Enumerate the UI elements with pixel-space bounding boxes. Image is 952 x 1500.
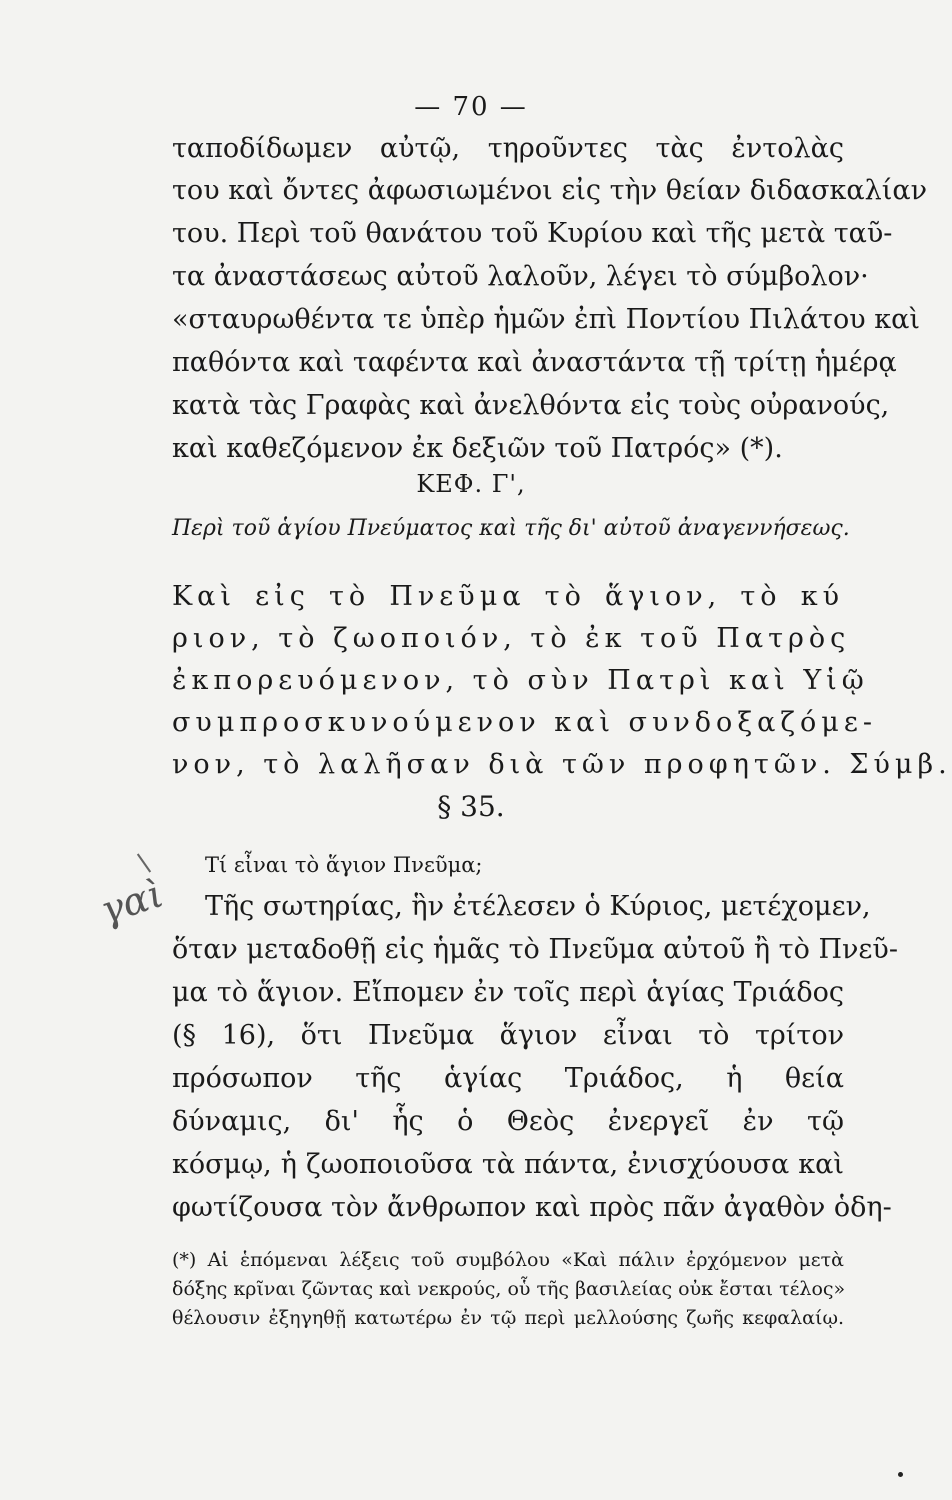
- footnote-line: (*) Αἱ ἑπόμεναι λέξεις τοῦ συμβόλου «Καὶ πάλιν ἐρχόμενον μετὰ: [172, 1249, 844, 1271]
- footnote-line: θέλουσιν ἐξηγηθῇ κατωτέρω ἐν τῷ περὶ μελλούσης ζωῆς κεφαλαίῳ.: [172, 1307, 844, 1329]
- ink-speck: [898, 1472, 903, 1477]
- handwritten-margin-note: γαὶ: [94, 871, 169, 933]
- section-number: § 35.: [437, 790, 505, 823]
- creed-line: ἐκπορευόμενον, τὸ σὺν Πατρὶ καὶ Υἱῷ: [172, 665, 869, 696]
- creed-line: συμπροσκυνούμενον καὶ συνδοξαζόμε-: [172, 707, 877, 738]
- paragraph-line: μα τὸ ἅγιον. Εἴπομεν ἐν τοῖς περὶ ἁγίας Τριάδος: [172, 977, 844, 1008]
- paragraph-line: τα ἀναστάσεως αὐτοῦ λαλοῦν, λέγει τὸ σύμβολον·: [172, 261, 869, 292]
- chapter-title: ΚΕΦ. Γ',: [416, 470, 526, 498]
- creed-line: νον, τὸ λαλῆσαν διὰ τῶν προφητῶν. Σύμβ.: [172, 749, 952, 780]
- paragraph-line: Τῆς σωτηρίας, ἣν ἐτέλεσεν ὁ Κύριος, μετέχομεν,: [205, 891, 871, 922]
- paragraph-line: πρόσωπον τῆς ἁγίας Τριάδος, ἡ θεία: [172, 1063, 844, 1094]
- creed-line: Καὶ εἰς τὸ Πνεῦμα τὸ ἅγιον, τὸ κύ: [172, 581, 844, 612]
- paragraph-line: «σταυρωθέντα τε ὑπὲρ ἡμῶν ἐπὶ Ποντίου Πιλάτου καὶ: [172, 304, 920, 335]
- paragraph-line: ταποδίδωμεν αὐτῷ, τηροῦντες τὰς ἐντολὰς: [172, 133, 844, 164]
- chapter-subtitle: Περὶ τοῦ ἁγίου Πνεύματος καὶ τῆς δι' αὐτοῦ ἀναγεννήσεως.: [172, 516, 850, 541]
- page-number: — 70 —: [414, 92, 528, 122]
- margin-mark: [137, 853, 151, 872]
- paragraph-line: του καὶ ὄντες ἀφωσιωμένοι εἰς τὴν θείαν διδασκαλίαν: [172, 175, 927, 206]
- creed-line: ριον, τὸ ζωοποιόν, τὸ ἐκ τοῦ Πατρὸς: [172, 623, 851, 654]
- footnote-line: δόξης κρῖναι ζῶντας καὶ νεκρούς, οὗ τῆς βασιλείας οὐκ ἔσται τέλος»: [172, 1278, 846, 1300]
- paragraph-line: (§ 16), ὅτι Πνεῦμα ἅγιον εἶναι τὸ τρίτον: [172, 1020, 844, 1051]
- paragraph-line: δύναμις, δι' ἧς ὁ Θεὸς ἐνεργεῖ ἐν τῷ: [172, 1106, 844, 1137]
- section-question: Τί εἶναι τὸ ἅγιον Πνεῦμα;: [205, 853, 483, 877]
- paragraph-line: του. Περὶ τοῦ θανάτου τοῦ Κυρίου καὶ τῆς μετὰ ταῦ-: [172, 218, 893, 249]
- paragraph-line: φωτίζουσα τὸν ἄνθρωπον καὶ πρὸς πᾶν ἀγαθὸν ὁδη-: [172, 1192, 892, 1223]
- paragraph-line: καὶ καθεζόμενον ἐκ δεξιῶν τοῦ Πατρός» (*).: [172, 433, 783, 464]
- paragraph-line: κατὰ τὰς Γραφὰς καὶ ἀνελθόντα εἰς τοὺς οὐρανούς,: [172, 390, 890, 421]
- paragraph-line: ὅταν μεταδοθῇ εἰς ἡμᾶς τὸ Πνεῦμα αὐτοῦ ἢ τὸ Πνεῦ-: [172, 934, 898, 965]
- paragraph-line: παθόντα καὶ ταφέντα καὶ ἀναστάντα τῇ τρίτῃ ἡμέρᾳ: [172, 347, 897, 378]
- paragraph-line: κόσμῳ, ἡ ζωοποιοῦσα τὰ πάντα, ἐνισχύουσα καὶ: [172, 1149, 844, 1180]
